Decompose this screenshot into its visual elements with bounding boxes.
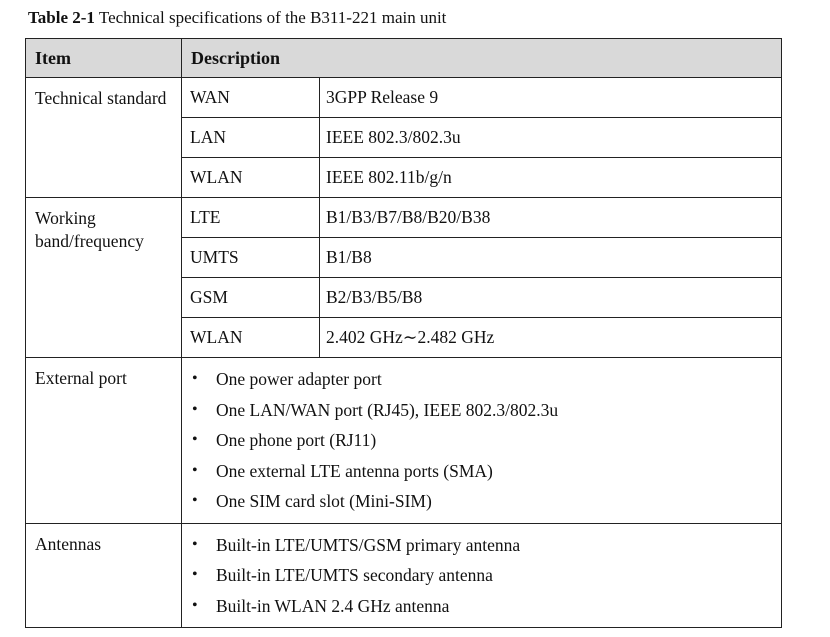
sub-item: WLAN bbox=[182, 158, 320, 198]
list-item-text: One power adapter port bbox=[216, 369, 382, 389]
sub-item: WLAN bbox=[182, 318, 320, 358]
list-item bbox=[192, 486, 781, 517]
item-antennas: Antennas bbox=[26, 523, 182, 628]
spec-table bbox=[25, 38, 782, 628]
table-row bbox=[26, 523, 782, 628]
list-item-text: One phone port (RJ11) bbox=[216, 430, 377, 450]
table-row bbox=[26, 78, 782, 118]
sub-value: IEEE 802.3/802.3u bbox=[320, 118, 782, 158]
list-item bbox=[192, 395, 781, 426]
bullet-icon: • bbox=[192, 370, 198, 387]
list-item-text: Built-in WLAN 2.4 GHz antenna bbox=[216, 595, 450, 616]
sub-item: LTE bbox=[182, 198, 320, 238]
table-row bbox=[26, 358, 782, 524]
sub-item: GSM bbox=[182, 278, 320, 318]
list-item bbox=[192, 560, 781, 591]
sub-value: B2/B3/B5/B8 bbox=[320, 278, 782, 318]
list-item bbox=[192, 530, 781, 561]
header-row bbox=[26, 39, 782, 78]
list-item bbox=[192, 364, 781, 395]
sub-value: 3GPP Release 9 bbox=[320, 78, 782, 118]
sub-item: UMTS bbox=[182, 238, 320, 278]
antennas-list-cell bbox=[182, 523, 782, 628]
sub-item: LAN bbox=[182, 118, 320, 158]
antennas-list bbox=[192, 530, 781, 622]
bullet-icon: • bbox=[192, 492, 198, 509]
list-item-text: One SIM card slot (Mini-SIM) bbox=[216, 491, 432, 511]
bullet-icon: • bbox=[192, 431, 198, 448]
header-item: Item bbox=[26, 39, 182, 78]
sub-value: IEEE 802.11b/g/n bbox=[320, 158, 782, 198]
bullet-icon: • bbox=[192, 596, 198, 614]
list-item-text: Built-in LTE/UMTS secondary antenna bbox=[216, 565, 493, 585]
item-external-port: External port bbox=[26, 358, 182, 524]
item-working-band: Working band/frequency bbox=[26, 198, 182, 358]
caption-label: Table 2-1 bbox=[28, 8, 95, 27]
list-item-text: Built-in LTE/UMTS/GSM primary antenna bbox=[216, 534, 521, 555]
list-item bbox=[192, 425, 781, 456]
bullet-icon: • bbox=[192, 566, 198, 583]
list-item bbox=[192, 456, 781, 487]
sub-value: B1/B3/B7/B8/B20/B38 bbox=[320, 198, 782, 238]
list-item bbox=[192, 591, 781, 622]
bullet-icon: • bbox=[192, 535, 198, 553]
list-item-text: One external LTE antenna ports (SMA) bbox=[216, 460, 493, 481]
sub-value: 2.402 GHz∼2.482 GHz bbox=[320, 318, 782, 358]
sub-value: B1/B8 bbox=[320, 238, 782, 278]
item-technical-standard: Technical standard bbox=[26, 78, 182, 198]
list-item-text: One LAN/WAN port (RJ45), IEEE 802.3/802.3u bbox=[216, 399, 559, 420]
sub-item: WAN bbox=[182, 78, 320, 118]
table-row bbox=[26, 198, 782, 238]
external-port-list-cell bbox=[182, 358, 782, 524]
bullet-icon: • bbox=[192, 400, 198, 418]
bullet-icon: • bbox=[192, 461, 198, 479]
table-caption bbox=[28, 6, 446, 30]
header-description: Description bbox=[182, 39, 782, 78]
external-port-list bbox=[192, 364, 781, 517]
caption-text: Technical specifications of the B311-221 main unit bbox=[98, 8, 447, 27]
